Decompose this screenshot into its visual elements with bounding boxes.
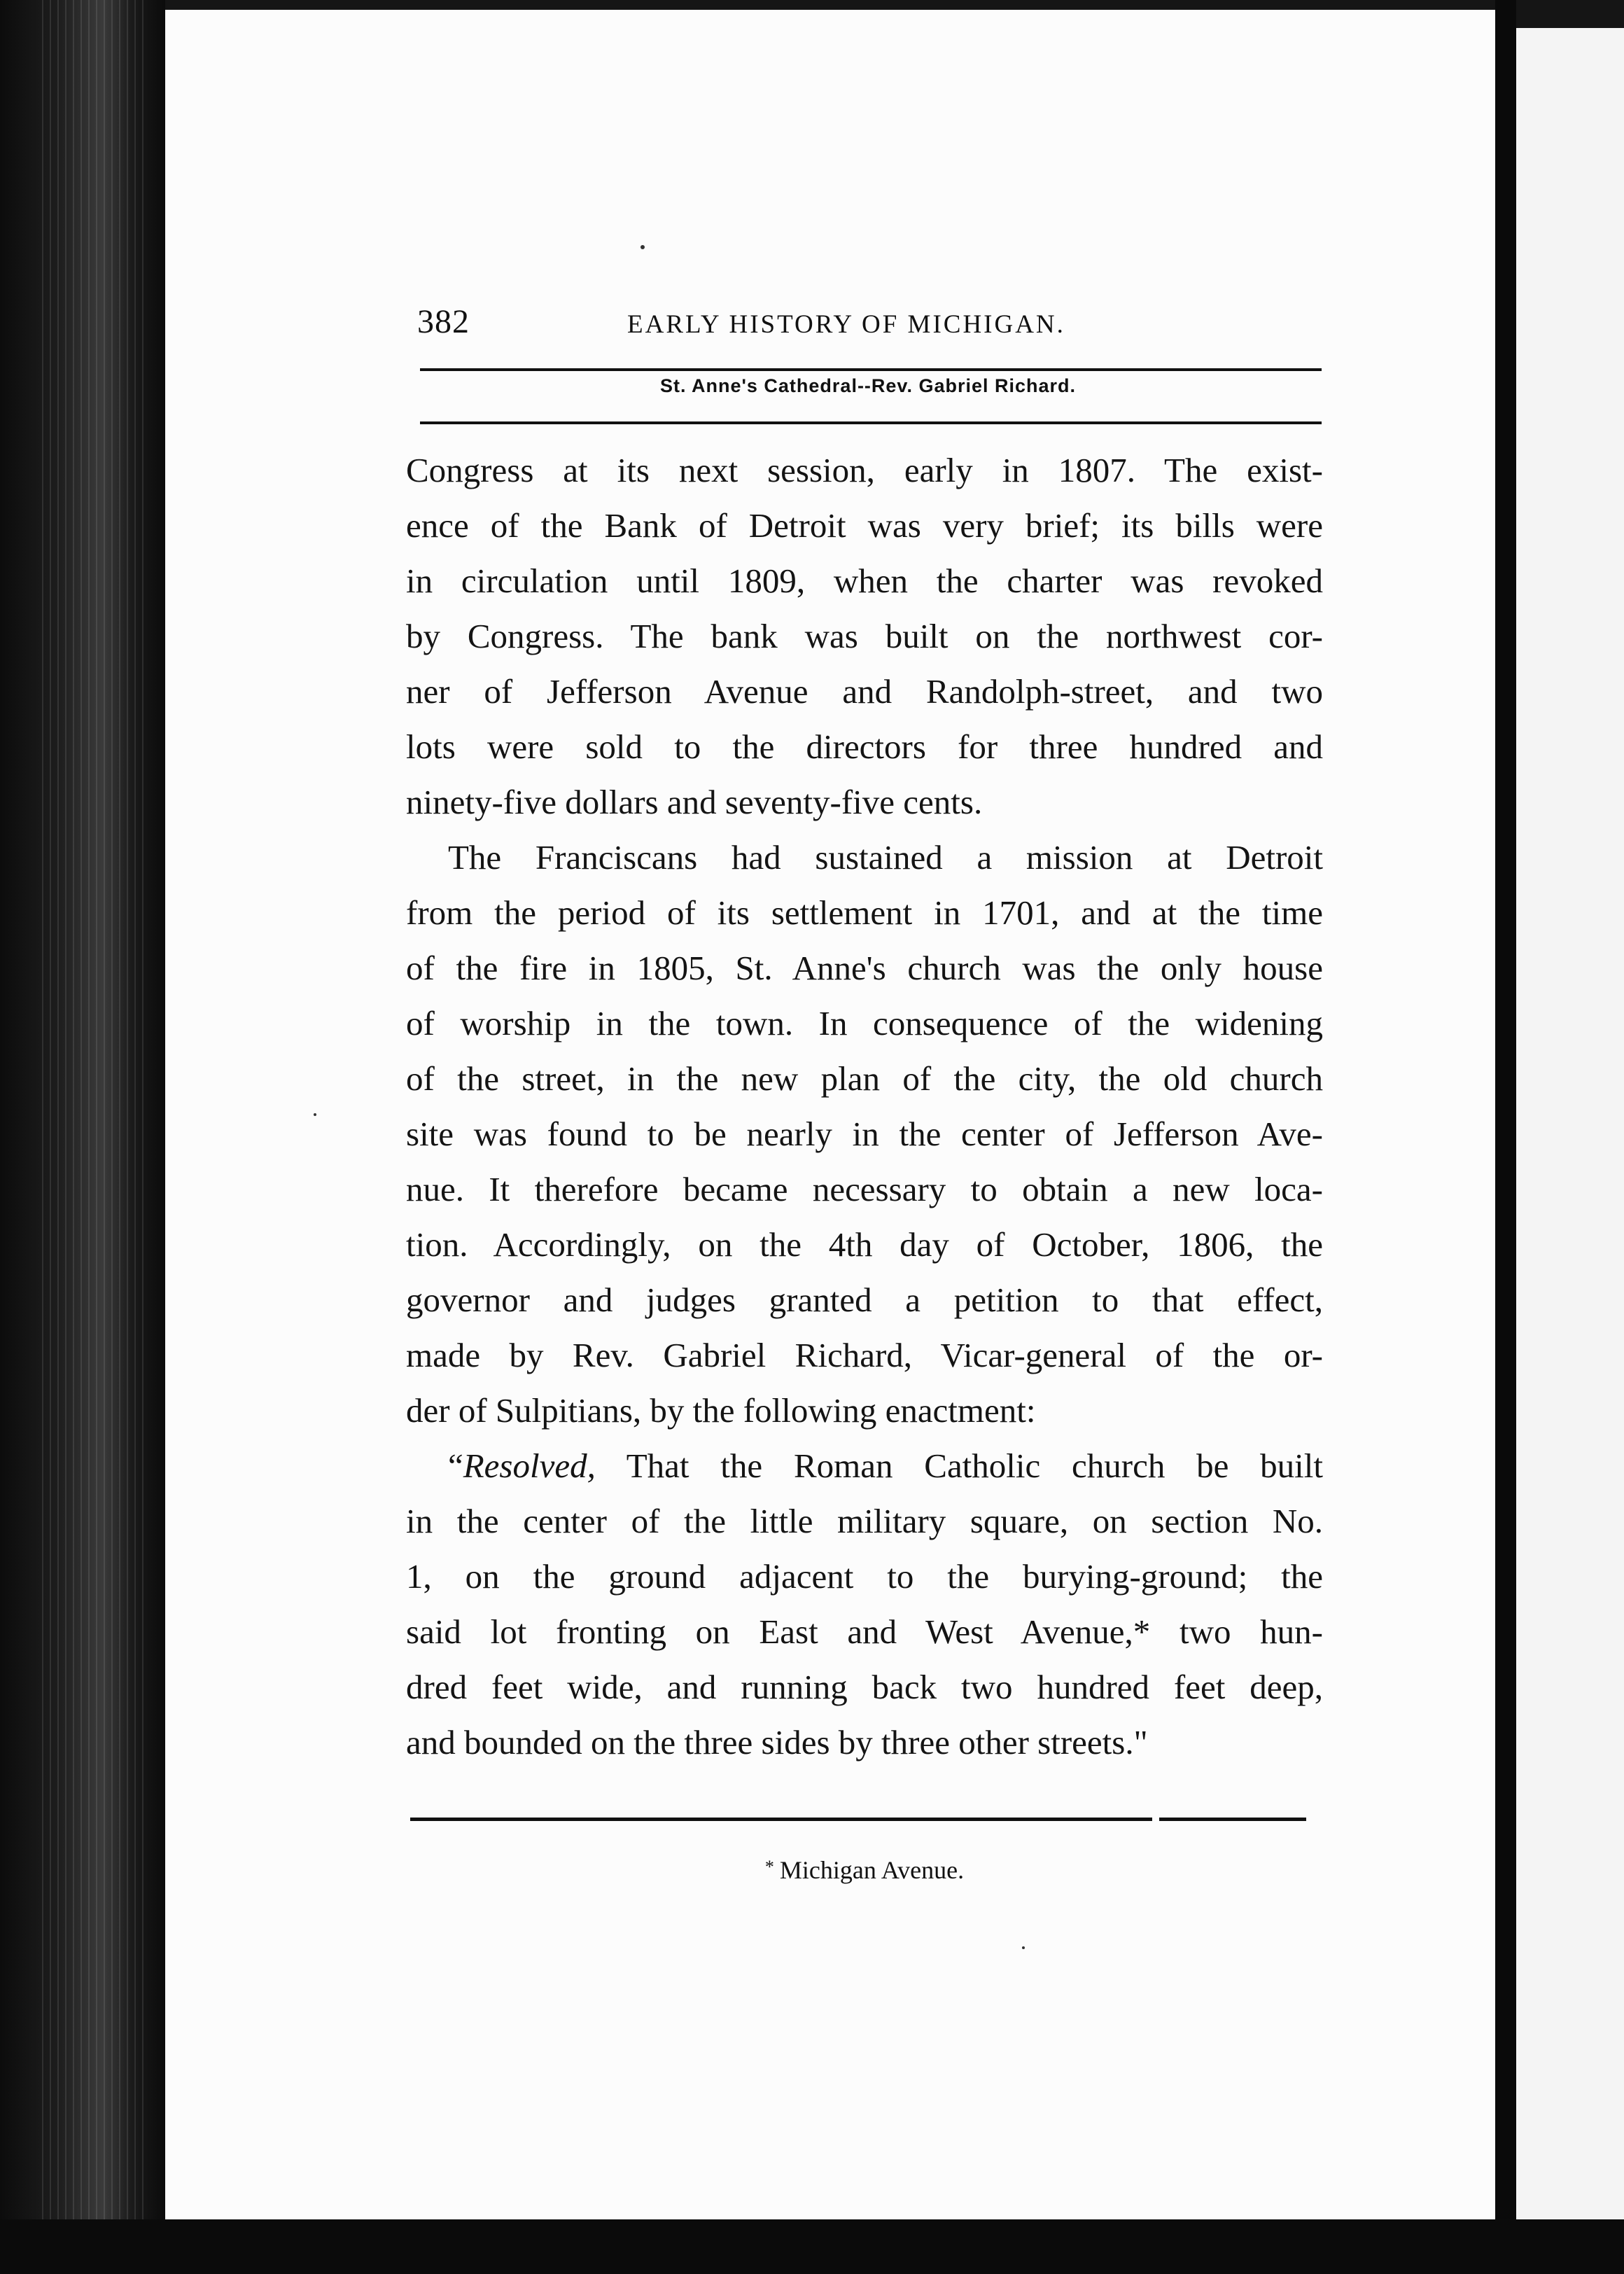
text-line: ner of Jefferson Avenue and Randolph-street, and two [406, 672, 1323, 711]
text-line: governor and judges granted a petition to that effect, [406, 1281, 1323, 1319]
scan-bottom-edge [0, 2219, 1624, 2274]
footnote-rule-right [1159, 1818, 1306, 1821]
scan-speck [640, 245, 645, 249]
scan-speck [314, 1113, 316, 1116]
quote-first-line [406, 1438, 1323, 1493]
page-number: 382 [417, 303, 470, 340]
footnote-text: Michigan Avenue. [779, 1856, 965, 1884]
text-line: of worship in the town. In consequence of the widening [406, 1004, 1323, 1042]
resolved-keyword: Resolved, [463, 1446, 596, 1485]
header-rule-top [420, 368, 1322, 371]
text-line: dred feet wide, and running back two hundred feet deep, [406, 1668, 1323, 1706]
text-line: and bounded on the three sides by three other streets." [406, 1723, 1148, 1762]
text-line: nue. It therefore became necessary to obtain a new loca- [406, 1170, 1323, 1208]
footnote [406, 1855, 1323, 1885]
text-line: der of Sulpitians, by the following enactment: [406, 1391, 1036, 1430]
text-line: made by Rev. Gabriel Richard, Vicar-general of the or- [406, 1336, 1323, 1374]
text-line: in circulation until 1809, when the charter was revoked [406, 561, 1323, 600]
text-line: of the street, in the new plan of the city, the old church [406, 1059, 1323, 1098]
text-line: in the center of the little military square, on section No. [406, 1502, 1323, 1540]
text-line: ninety-five dollars and seventy-five cents. [406, 783, 983, 821]
open-quote: “ [448, 1446, 463, 1485]
text-line: site was found to be nearly in the center of Jefferson Ave- [406, 1115, 1323, 1153]
spine-texture [42, 0, 147, 2274]
text-line: ence of the Bank of Detroit was very brief; its bills were [406, 506, 1323, 545]
section-subheading: St. Anne's Cathedral--Rev. Gabriel Richard. [659, 375, 1077, 396]
book-title: EARLY HISTORY OF MICHIGAN. [627, 310, 1065, 339]
text-line: The Franciscans had sustained a mission at Detroit [448, 838, 1323, 877]
text-line: tion. Accordingly, on the 4th day of October, 1806, the [406, 1225, 1323, 1264]
running-head [417, 302, 1320, 351]
next-page-edge [1516, 28, 1624, 2226]
text-line: 1, on the ground adjacent to the burying-ground; the [406, 1557, 1323, 1596]
text-line: said lot fronting on East and West Avenue,* two hun- [406, 1612, 1323, 1651]
text-line: of the fire in 1805, St. Anne's church was the only house [406, 949, 1323, 987]
footnote-rule [410, 1818, 1152, 1821]
text-line: by Congress. The bank was built on the northwest cor- [406, 617, 1323, 655]
scan-speck [1022, 1946, 1025, 1949]
body-text [406, 442, 1323, 1770]
page-gutter [1495, 0, 1516, 2274]
quote-text: That the Roman Catholic church be built [595, 1446, 1323, 1485]
footnote-marker: * [764, 1857, 774, 1877]
text-line: from the period of its settlement in 1701, and at the time [406, 893, 1323, 932]
header-rule-bottom [420, 421, 1322, 424]
text-line: Congress at its next session, early in 1807. The exist- [406, 451, 1323, 489]
text-line: lots were sold to the directors for three hundred and [406, 727, 1323, 766]
